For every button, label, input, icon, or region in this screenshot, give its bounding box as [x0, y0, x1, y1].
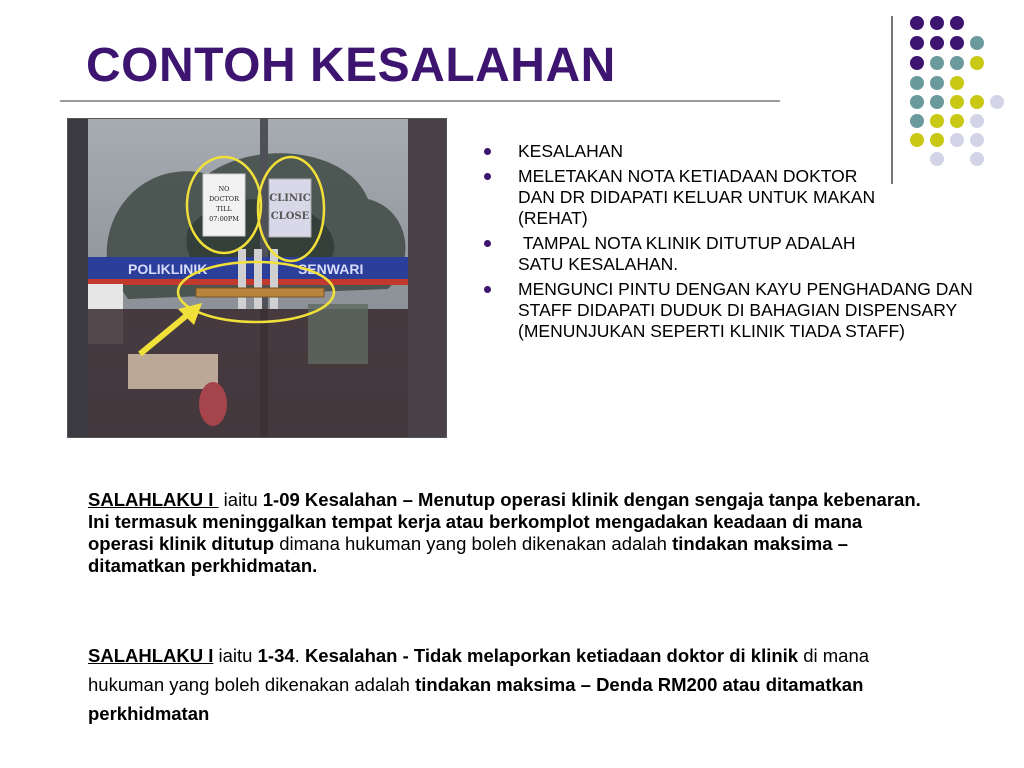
dot: [970, 36, 984, 50]
dot: [990, 95, 1004, 109]
bullet-item: [484, 233, 898, 275]
dot: [910, 114, 924, 128]
dot: [910, 16, 924, 30]
bullet-text: MELETAKAN NOTA KETIADAAN DOKTOR DAN DR DIDAPATI KELUAR UNTUK MAKAN (REHAT): [518, 166, 876, 228]
door-text-left: POLIKLINIK: [128, 261, 208, 277]
dot: [950, 76, 964, 90]
dot: [950, 95, 964, 109]
penalty-intro: dimana hukuman yang boleh dikenakan adalah: [279, 533, 667, 554]
offence-label: SALAHLAKU I: [88, 489, 219, 510]
dot: [910, 76, 924, 90]
bullet-item: [484, 166, 878, 229]
bullet-text: TAMPAL NOTA KLINIK DITUTUP ADALAH SATU KESALAHAN.: [518, 233, 861, 274]
bullet-dot: [484, 240, 491, 247]
offence-description: 1-09 Kesalahan – Menutup operasi klinik dengan sengaja tanpa kebenaran. Ini termasuk meninggalkan tempat kerja atau berkomplot mengadakan keadaan di mana operasi klinik ditutup: [88, 489, 921, 554]
dot: [950, 16, 964, 30]
penalty-text: tindakan maksima – ditamatkan perkhidmatan.: [88, 533, 848, 576]
bullet-item: [484, 279, 978, 342]
bullet-dot: [484, 286, 491, 293]
door-photo-illustration: [68, 119, 446, 437]
dot: [910, 95, 924, 109]
sign-no: NO: [218, 185, 230, 193]
horizontal-divider: [60, 100, 780, 102]
bullet-dot: [484, 148, 491, 155]
sign-time: 07:00PM: [209, 215, 239, 223]
bullet-dot: [484, 173, 491, 180]
offence-description: Kesalahan - Tidak melaporkan ketiadaan doktor di klinik: [304, 645, 799, 666]
door-text-right: SENWARI: [298, 261, 364, 277]
sign-clinic: CLINIC: [269, 193, 311, 204]
dot: [930, 56, 944, 70]
bullet-list: [484, 141, 984, 346]
dot: [950, 36, 964, 50]
offence-code: 1-34: [257, 645, 295, 666]
bullet-text: MENGUNCI PINTU DENGAN KAYU PENGHADANG DAN STAFF DIDAPATI DUDUK DI BAHAGIAN DISPENSARY (MENUNJUKAN SEPERTI KLINIK TIADA STAFF): [518, 279, 973, 341]
iaitu-text: iaitu: [223, 489, 258, 510]
dot: [930, 114, 944, 128]
dot: [950, 114, 964, 128]
dot: [930, 76, 944, 90]
dot: [910, 36, 924, 50]
penalty-text: tindakan maksima – Denda RM200 atau ditamatkan perkhidmatan: [88, 674, 864, 724]
sign-close: CLOSE: [270, 211, 310, 222]
sign-till: TILL: [216, 205, 232, 213]
dot: [970, 114, 984, 128]
dot: [950, 56, 964, 70]
penalty-intro: di mana hukuman yang boleh dikenakan adalah: [88, 645, 870, 695]
iaitu-text: iaitu: [218, 645, 253, 666]
offence-paragraph-1: [88, 489, 933, 577]
dot: [930, 95, 944, 109]
clinic-door-photo: [67, 118, 447, 438]
slide-title: CONTOH KESALAHAN: [86, 39, 616, 92]
sign-doctor: DOCTOR: [208, 195, 240, 203]
dot: [970, 56, 984, 70]
dot: [910, 56, 924, 70]
bullet-text: KESALAHAN: [518, 141, 624, 161]
dot: [970, 95, 984, 109]
offence-label: SALAHLAKU I: [88, 645, 214, 666]
dot: [930, 36, 944, 50]
bullet-item: [484, 141, 984, 162]
dot: [930, 16, 944, 30]
offence-paragraph-2: SALAHLAKU I iaitu 1-34. Kesalahan - Tidak melaporkan ketiadaan doktor di klinik di mana hukuman yang boleh dikenakan adalah tindakan maksima – Denda RM200 atau ditamatkan perkhidmatan: [88, 645, 870, 724]
